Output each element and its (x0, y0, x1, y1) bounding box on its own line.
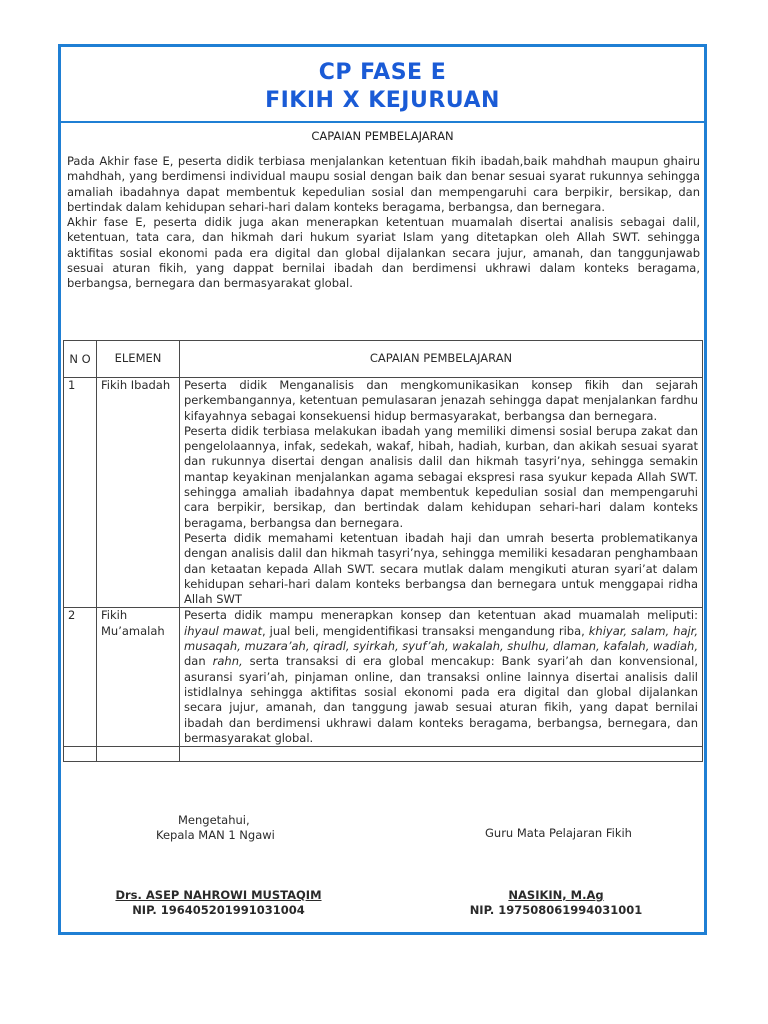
capaian-italic-term: khiyar, salam, hajr, musaqah, muzara’ah, qiradl, syirkah, syuf’ah, wakalah, shulhu, dlaman, kafalah, wadiah, (184, 623, 699, 654)
capaian-paragraph: Peserta didik memahami ketentuan ibadah haji dan umrah beserta problematikanya dengan analisis dalil dan hikmah tasyri’nya, sehingga memiliki kesadaran penghambaan dan ketaatan kepada Allah SWT. secara mutlak dalam mengikuti aturan syari’at dalam kehidupan sehari-hari dalam konteks berbangsa dan bernegara untuk menggapai ridha Allah SWT (184, 530, 698, 607)
section-title: CAPAIAN PEMBELAJARAN (311, 129, 454, 143)
capaian-text: , jual beli, mengidentifikasi transaksi mengandung riba, (262, 623, 589, 638)
empty-cell (64, 747, 97, 762)
table-row (64, 378, 703, 608)
empty-cell (97, 747, 180, 762)
row-elemen: Fikih Mu’amalah (97, 608, 180, 747)
capaian-text: Peserta didik mampu menerapkan konsep dan ketentuan akad muamalah meliputi: (184, 608, 698, 623)
capaian-paragraph: Peserta didik terbiasa melakukan ibadah yang memiliki dimensi sosial berupa zakat dan pengelolaannya, infak, sedekah, wakaf, hibah, hadiah, kurban, dan akikah sesuai syarat dan rukunnya disertai dengan analisis dalil dan hikmah tasyri’nya, sehingga semakin mantap keyakinan menjalankan agama sebagai ekspresi rasa syukur kepada Allah SWT. sehingga amaliah ibadahnya dapat membentuk kepedulian sosial dan mempengaruhi cara berpikir, bersikap, dan bertindak dalam kehidupan sehari-hari dalam konteks beragama, berbangsa dan bernegara. (184, 423, 698, 530)
signature-left-name-block (111, 888, 326, 918)
title-line-1: CP FASE E (318, 60, 447, 85)
header-no: N O (64, 341, 97, 378)
row-no: 1 (64, 378, 97, 608)
signature-right-block (485, 826, 685, 841)
document-header (61, 47, 704, 123)
guru-label: Guru Mata Pelajaran Fikih (485, 826, 632, 840)
intro-paragraph-1: Pada Akhir fase E, peserta didik terbiasa menjalankan ketentuan fikih ibadah,baik mahdhah maupun ghairu mahdhah, yang berdimensi individual maupu sosial dengan baik dan benar sesuai syarat rukunnya sehingga amaliah ibadahnya dapat membentuk kepedulian sosial dan mempengaruhi cara berpikir, bersikap, dan bertindak dalam kehidupan sehari-hari dalam konteks beragama, berbangsa, dan bernegara. (67, 154, 700, 214)
table-row (64, 608, 703, 747)
signature-right-name-block (456, 888, 656, 918)
guru-name: NASIKIN, M.Ag (508, 888, 604, 902)
capaian-text: serta transaksi di era global mencakup: Bank syari’ah dan konvensional, asuransi syari’ah, pinjaman online, dan transaksi online lainnya disertai analisis dalil istidlalnya sehingga aktifitas sosial ekonomi pada era digital dan global dijalankan secara jujur, amanah, dan tanggung jawab sesuai aturan fikih, yang dapat bernilai ibadah dan berdimensi ukhrawi dalam konteks beragama, berbangsa, bernegara, dan bermasyarakat global. (184, 654, 698, 745)
kepala-label: Kepala MAN 1 Ngawi (156, 828, 275, 842)
kepala-name: Drs. ASEP NAHROWI MUSTAQIM (115, 888, 322, 902)
document-frame (58, 44, 707, 935)
capaian-paragraph: Peserta didik Menganalisis dan mengkomunikasikan konsep fikih dan sejarah perkembangannya, ketentuan pemulasaran jenazah sehingga dapat menjalankan fardhu kifayahnya sebagai konsekuensi hidup bermasyarakat, berbangsa dan bernegara. (184, 378, 698, 423)
intro-paragraph-2: Akhir fase E, peserta didik juga akan menerapkan ketentuan muamalah disertai analisis sebagai dalil, ketentuan, tata cara, dan hikmah dari hukum syariat Islam yang ditetapkan oleh Allah SWT. sehingga aktifitas sosial ekonomi pada era digital dan global dijalankan secara jujur, amanah, dan tanggunjawab sesuai aturan fikih, yang dappat bernilai ibadah dan berdimensi ukhrawi dalam konteks beragama, berbangsa, bernegara dan bermasyarakat global. (67, 215, 700, 291)
mengetahui-label: Mengetahui, (178, 813, 250, 827)
capaian-paragraph (184, 608, 698, 746)
kepala-nip: NIP. 196405201991031004 (132, 903, 305, 917)
row-capaian (180, 608, 703, 747)
capaian-italic-term: rahn, (212, 654, 243, 669)
capaian-table (63, 340, 703, 762)
guru-nip: NIP. 197508061994031001 (469, 903, 643, 917)
header-elemen: ELEMEN (97, 341, 180, 378)
table-header-row (64, 341, 703, 378)
signature-left-block (156, 813, 336, 843)
table-row-empty (64, 747, 703, 762)
capaian-italic-term: ihyaul mawat (184, 623, 263, 638)
intro-text (67, 154, 700, 292)
empty-cell (180, 747, 703, 762)
capaian-text: dan (184, 654, 213, 669)
row-no: 2 (64, 608, 97, 747)
row-capaian (180, 378, 703, 608)
row-elemen: Fikih Ibadah (97, 378, 180, 608)
title-line-2: FIKIH X KEJURUAN (265, 88, 500, 113)
header-capaian: CAPAIAN PEMBELAJARAN (180, 341, 703, 378)
